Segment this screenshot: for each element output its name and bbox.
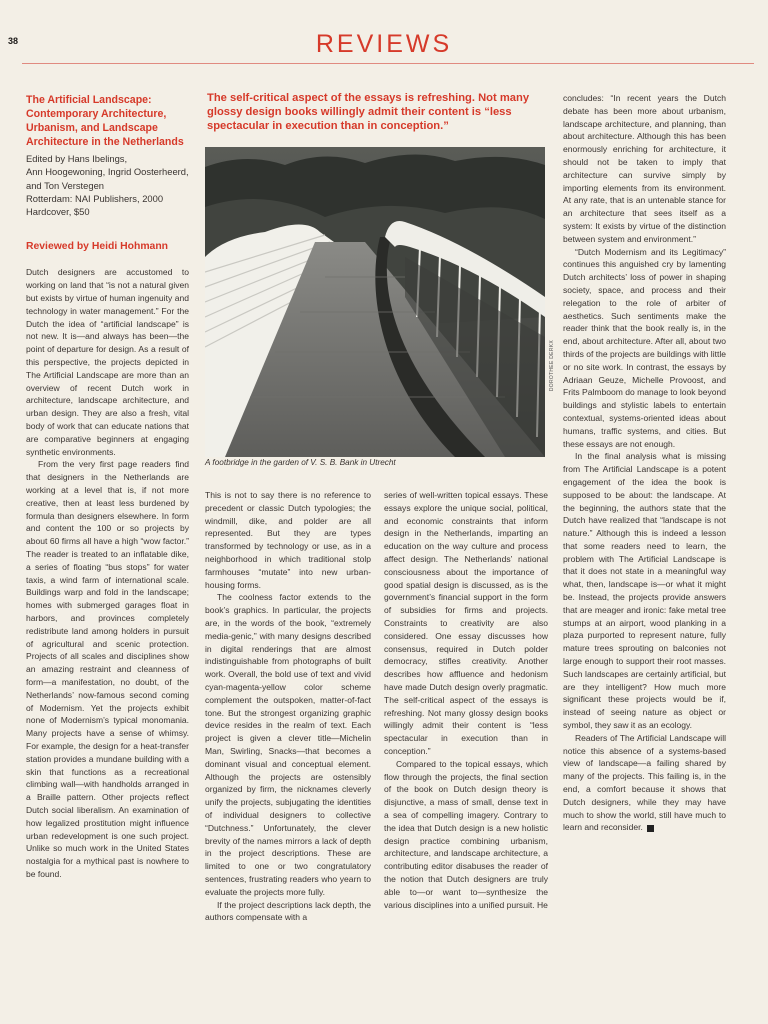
reviewer-byline: Reviewed by Heidi Hohmann	[26, 241, 169, 253]
book-meta	[26, 152, 189, 218]
end-mark	[647, 825, 654, 832]
paragraph: From the very first page readers find that designers in the Netherlands are working at a level that is, if not more creative, then at least less burdened by formula than designers elsewhere. In form and content the 100 or so projects by about 60 firms all have a high “wow factor.” The reader is treated to an inflatable dike, a series of floating “bus stops” for water taxis, a wind farm of international scale. Buildings warp and fold in the landscape; homes with submerged garages float in harbors, and provinces completely redistribute land among holders in pursuit of agricultural and scenic protection. Projects of all scales and disciplines show an amazing restraint and cleanness of form—a manifestation, no doubt, of the Netherlands’ now-famous second coming of Modernism. Yet the projects exhibit none of Modernism’s typical monomania. Many projects have a sense of whimsy. For example, the design for a heat-transfer station provides a mundane building with a skin that functions as a recreational climbing wall—with handholds arranged in a Braille pattern. Other projects reflect Dutch social liberalism. An examination of how legalized prostitution might influence urban redevelopment is one such project. Unlike so much work in the United States nostalgia for a mythical past is nowhere to be found.	[26, 459, 189, 879]
paragraph-text: Readers of The Artificial Landscape will notice this absence of a systems-based view of landscape—a failing shared by many of the projects. This failing is, in the end, a comfort because it shows that Dutch designers, while they may have much to show the world, still have much to learn and reconsider.	[563, 732, 726, 833]
paragraph: In the final analysis what is missing from The Artificial Landscape is a potent engagement of the idea the book is supposed to be about: the landscape. At the beginning, the authors state that the Dutch have realized that “landscape is not nature.” Although this is indeed a lesson that some readers need to learn, the problem with The Artificial Landscape is that it does not state in a meaningful way what, then, landscape is—or what it might be. Instead, the projects provide answers that are meager and ironic: fake metal tree stumps at an airport, wood planking in a plaza purported to represent nature, fully mature trees sprouting on balconies not large enough to support their root masses. Such landscapes are certainly artificial, but are they intelligent? How much more significant these projects would be if, instead of seeing nature as object or symbol, they saw it as an ecology.	[563, 451, 726, 731]
paragraph: Compared to the topical essays, which flow through the projects, the final section of the book on Dutch design theory is disjunctive, a mass of small, dense text in a sea of compelling imagery. Contrary to the idea that Dutch design is a new holistic design practice combining urbanism, architecture, and landscape architecture, a contributing editor disabuses the reader of the notion that Dutch designers are truly able to—or want to—synthesize the various disciplines into a unified pursuit. He	[384, 758, 548, 910]
pull-quote: The self-critical aspect of the essays is refreshing. Not many glossy design books willingly admit their content is “less spectacular in execution than in conception.”	[207, 92, 530, 132]
review-text-col3	[384, 489, 548, 911]
book-editors: Edited by Hans Ibelings,	[26, 153, 128, 164]
paragraph: “Dutch Modernism and its Legitimacy” continues this anguished cry by lamenting Dutch architects’ loss of power in shaping society, space, and process and their relegation to the role of arbiter of aesthetics. Such sentiments make the reader think that the book really is, in the end, about architecture. After all, about two thirds of the projects are buildings with little or no site work. In contrast, the essays by Adriaan Geuze, Michelle Provoost, and Frits Palmboom do manage to look beyond buildings and stylistic labels to entertain contextual, systems-oriented ideas about humans, traffic systems, and cities. But these essays are not enough.	[563, 246, 726, 449]
photo-credit: DOROTHEE DERKX	[549, 340, 555, 392]
paragraph-last	[563, 732, 726, 834]
paragraph: series of well-written topical essays. These essays explore the unique social, political, and economic constraints that inform design in the Netherlands, imparting an education on the way culture and process affect design. The Netherlands’ national consciousness about the importance of good spatial design is discussed, as is the government’s financial support in the form of subsidies for firms and projects. Constraints to creativity are also considered. One essay discusses how consensus, required in Dutch polder democracy, stifles creativity. Another describes how affluence and hedonism have made Dutch design overly pragmatic. The self-critical aspect of the essays is refreshing. Not many glossy design books willingly admit their content is “less spectacular in execution than in conception.”	[384, 490, 548, 756]
paragraph: concludes: “In recent years the Dutch debate has been more about urbanism, landscape architecture, and planning, than about architecture. Although this has been enormously enriching for architecture, it should not be taken to imply that architecture can survive simply by importing elements from its environment. At any rate, that is an untenable stance for an architecture that sees itself as a system: It exists by virtue of the distinction between system and environment.”	[563, 93, 726, 244]
paragraph: Dutch designers are accustomed to working on land that “is not a natural given but exists by virtue of human ingenuity and technology in water management.” For the Dutch the idea of “artificial landscape” is not new. It is—and always has been—the point of departure for design. As a result of this perspective, the projects depicted in The Artificial Landscape are more than an overview of recent Dutch work in architecture, landscape architecture, and urban design. They are also a fresh, vital body of work that can educate nations that are comparative beginners at engaging synthetic environments.	[26, 267, 189, 457]
column-1	[26, 93, 189, 881]
photo-caption: A footbridge in the garden of V. S. B. Bank in Utrecht	[205, 458, 396, 467]
book-editors-2: Ann Hoogewoning, Ingrid Oosterheerd,	[26, 166, 189, 178]
header-rule	[22, 63, 754, 64]
paragraph: The coolness factor extends to the book’s graphics. In particular, the projects are, in the words of the book, “extremely media-genic,” with many designs described in digital renderings that are almost indistinguishable from photographs of built work. Overall, the bold use of text and vivid cyan-magenta-yellow color scheme complement the outspoken, matter-of-fact tone. But the strongest organizing graphic device resides in the realm of text. Each project is given a clever title—Michelin Man, Swirling, Snacks—that becomes a dominant visual and conceptual element. Although the projects are ostensibly organized by firm, the nicknames cleverly unify the projects, subjugating the identities of individual designers to collective “Dutchness.” Unfortunately, the clever brevity of the names mirrors a lack of depth in the project descriptions. These are limited to one or two congratulatory sentences, frustrating readers who yearn to evaluate the projects more fully.	[205, 592, 371, 897]
paragraph: This is not to say there is no reference to precedent or classic Dutch typologies; the windmill, dike, and polder are all represented. But they are types transformed by technology or use, as in a neighborhood in which traditional stolp farmhouses “mutate” into new urban-housing forms.	[205, 490, 371, 590]
review-text-col2	[205, 489, 371, 924]
section-title: REVIEWS	[315, 30, 453, 58]
book-editors-3: and Ton Verstegen	[26, 179, 105, 191]
page-number: 38	[8, 36, 19, 46]
book-format-price: Hardcover, $50	[26, 206, 90, 218]
review-text-col4	[563, 92, 726, 834]
book-publisher: Rotterdam: NAI Publishers, 2000	[26, 192, 164, 204]
paragraph: If the project descriptions lack depth, the authors compensate with a	[205, 899, 371, 923]
footbridge-photo	[205, 147, 545, 457]
book-title: The Artificial Landscape: Contemporary Architecture, Urbanism, and Landscape Architecture in the Netherlands	[26, 94, 184, 148]
review-text-col1	[26, 266, 189, 880]
